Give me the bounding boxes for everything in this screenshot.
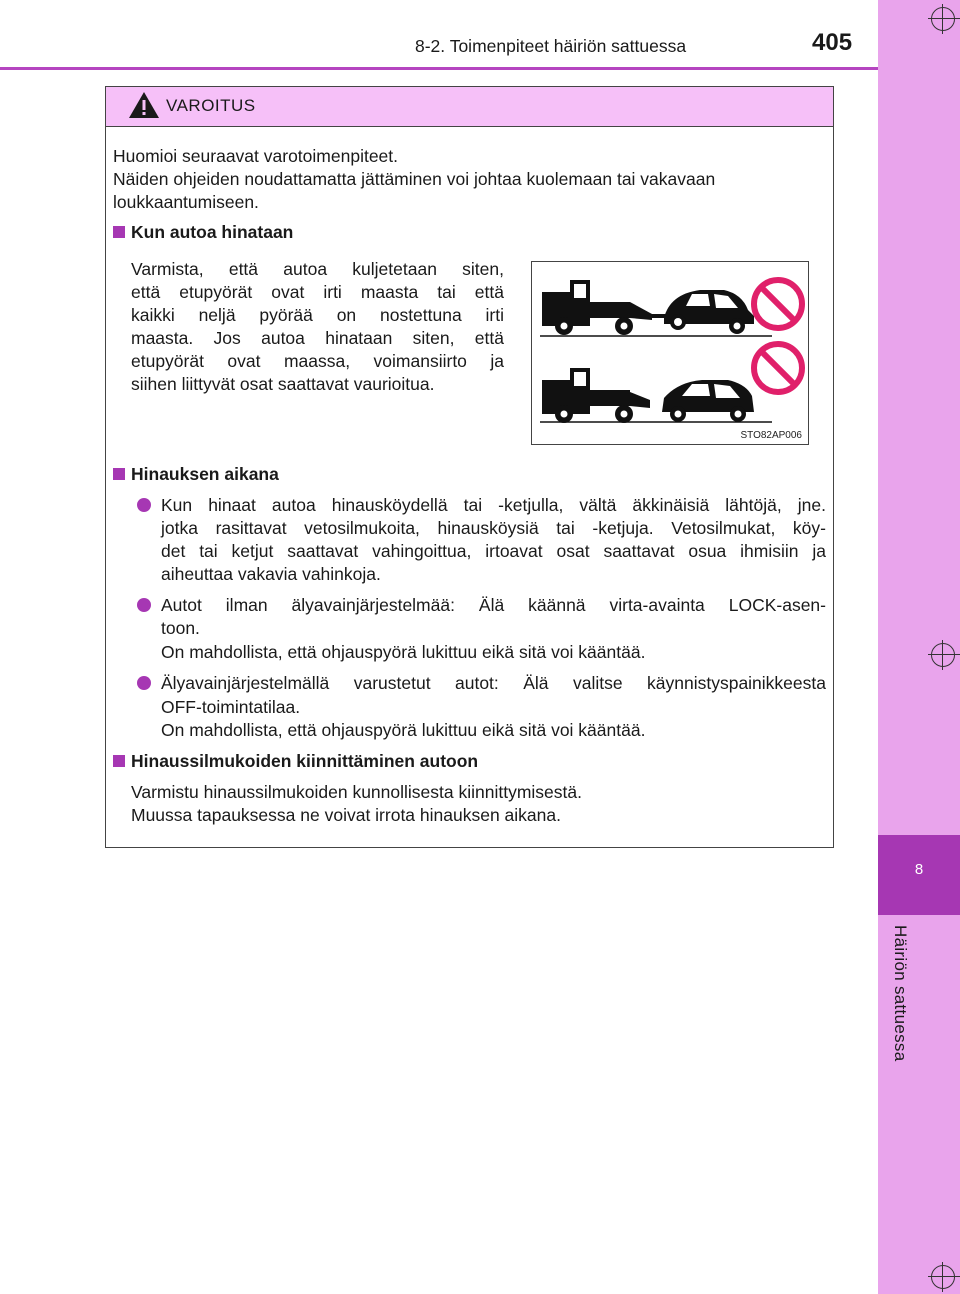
warning-title: VAROITUS bbox=[166, 96, 256, 115]
round-bullet bbox=[137, 598, 151, 612]
section-heading-towing: Kun autoa hinataan bbox=[131, 222, 294, 242]
section-title: 8-2. Toimenpiteet häiriön sattuessa bbox=[415, 36, 687, 56]
towing-illustration bbox=[531, 261, 809, 445]
chapter-number-tab: 8 bbox=[878, 835, 960, 915]
bullet-line: det tai ketjut saattavat vahingoittua, irtoavat osat saattavat osua ihmisiin ja bbox=[161, 541, 826, 561]
section-square-bullet bbox=[113, 755, 125, 767]
page-number: 405 bbox=[812, 29, 853, 56]
paragraph-line: Varmistu hinaussilmukoiden kunnollisesta kiinnittymisestä. bbox=[131, 782, 582, 802]
bullet-line: aiheuttaa vakavia vahinkoja. bbox=[161, 564, 381, 584]
bullet-line: Autot ilman älyavainjärjestelmää: Älä käännä virta-avainta LOCK-asen- bbox=[161, 595, 826, 615]
section-square-bullet bbox=[113, 226, 125, 238]
crop-mark bbox=[931, 1265, 955, 1289]
paragraph-line: etupyörät ovat maassa, voimansiirto ja bbox=[131, 351, 504, 371]
warning-intro-line: loukkaantumiseen. bbox=[113, 192, 259, 212]
section-heading-tow-eyelets: Hinaussilmukoiden kiinnittäminen autoon bbox=[131, 751, 479, 771]
paragraph-line: kaikki neljä pyörää on nostettuna irti bbox=[131, 305, 504, 325]
warning-intro-line: Huomioi seuraavat varotoimenpiteet. bbox=[113, 146, 399, 166]
warning-header bbox=[106, 87, 833, 127]
paragraph-line: että etupyörät ovat irti maasta tai että bbox=[131, 282, 504, 302]
chapter-title-vertical: Häiriön sattuessa bbox=[891, 925, 910, 1062]
bullet-line: On mahdollista, että ohjauspyörä lukittuu eikä sitä voi kääntää. bbox=[161, 720, 646, 740]
warning-triangle-icon bbox=[128, 91, 160, 119]
illustration-code: STO82AP006 bbox=[740, 430, 802, 441]
bullet-line: jotka rasittavat vetosilmukoita, hinausköysiä tai -ketjuja. Vetosilmukat, köy- bbox=[161, 518, 826, 538]
bullet-line: Älyavainjärjestelmällä varustetut autot: Älä valitse käynnistyspainikkeesta bbox=[161, 673, 826, 693]
bullet-line: On mahdollista, että ohjauspyörä lukittuu eikä sitä voi kääntää. bbox=[161, 642, 646, 662]
paragraph-line: maasta. Jos autoa hinataan siten, että bbox=[131, 328, 504, 348]
round-bullet bbox=[137, 498, 151, 512]
section-square-bullet bbox=[113, 468, 125, 480]
paragraph-line: Varmista, että autoa kuljetetaan siten, bbox=[131, 259, 504, 279]
header-divider bbox=[0, 67, 878, 70]
crop-mark bbox=[931, 7, 955, 31]
round-bullet bbox=[137, 676, 151, 690]
section-heading-during-towing: Hinauksen aikana bbox=[131, 464, 279, 484]
bullet-line: Kun hinaat autoa hinausköydellä tai -ketjulla, vältä äkkinäisiä lähtöjä, jne. bbox=[161, 495, 826, 515]
bullet-line: OFF-toimintatilaa. bbox=[161, 697, 301, 717]
bullet-line: toon. bbox=[161, 618, 200, 638]
paragraph-line: siihen liittyvät osat saattavat vaurioitua. bbox=[131, 374, 435, 394]
paragraph-line: Muussa tapauksessa ne voivat irrota hinauksen aikana. bbox=[131, 805, 561, 825]
tow-truck-illustration bbox=[532, 262, 808, 444]
crop-mark bbox=[931, 643, 955, 667]
warning-intro-line: Näiden ohjeiden noudattamatta jättäminen voi johtaa kuolemaan tai vakavaan bbox=[113, 169, 716, 189]
